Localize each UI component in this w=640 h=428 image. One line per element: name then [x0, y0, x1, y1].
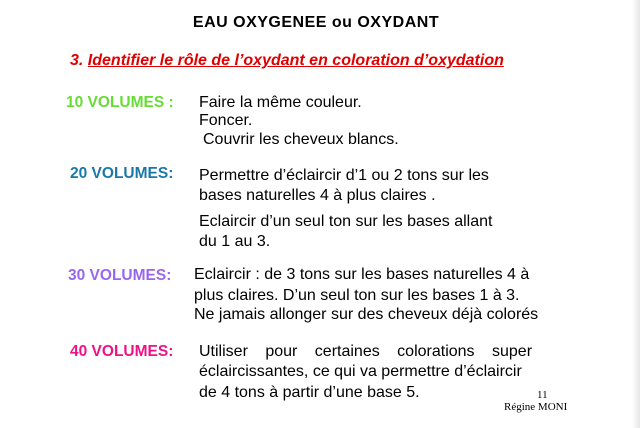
text-10-line-1: Faire la même couleur. [199, 94, 362, 111]
text-20-line-3: Eclaircir d’un seul ton sur les bases allant [199, 213, 493, 230]
text-10-line-3: Couvrir les cheveux blancs. [203, 131, 399, 148]
slide-edge-shadow [632, 0, 640, 428]
section-heading [70, 52, 504, 70]
text-30-line-3: Ne jamais allonger sur des cheveux déjà colorés [194, 306, 539, 323]
label-20-volumes: 20 VOLUMES: [70, 165, 174, 182]
text-20-line-1: Permettre d’éclaircir d’1 ou 2 tons sur les [199, 167, 489, 184]
label-10-volumes: 10 VOLUMES : [66, 94, 174, 111]
text-40-line-2: éclaircissantes, ce qui va permettre d’éclaircir [199, 363, 522, 380]
label-30-volumes: 30 VOLUMES: [68, 267, 172, 284]
text-10-line-2: Foncer. [199, 112, 253, 129]
page-title: EAU OXYGENEE ou OXYDANT [192, 14, 440, 31]
page-number: 11 [537, 389, 548, 401]
text-30-line-1: Eclaircir : de 3 tons sur les bases naturelles 4 à [194, 266, 530, 283]
text-20-line-4: du 1 au 3. [199, 233, 271, 250]
section-heading-text: Identifier le rôle de l’oxydant en coloration d’oxydation [87, 52, 504, 69]
author-credit: Régine MONI [504, 401, 568, 413]
label-40-volumes: 40 VOLUMES: [70, 343, 174, 360]
text-30-line-2: plus claires. D’un seul ton sur les bases 1 à 3. [194, 287, 520, 304]
section-number: 3. [70, 52, 84, 69]
text-40-line-1: Utiliser pour certaines colorations super [199, 343, 533, 360]
text-20-line-2: bases naturelles 4 à plus claires . [199, 187, 436, 204]
text-40-line-3: de 4 tons à partir d’une base 5. [199, 384, 420, 401]
